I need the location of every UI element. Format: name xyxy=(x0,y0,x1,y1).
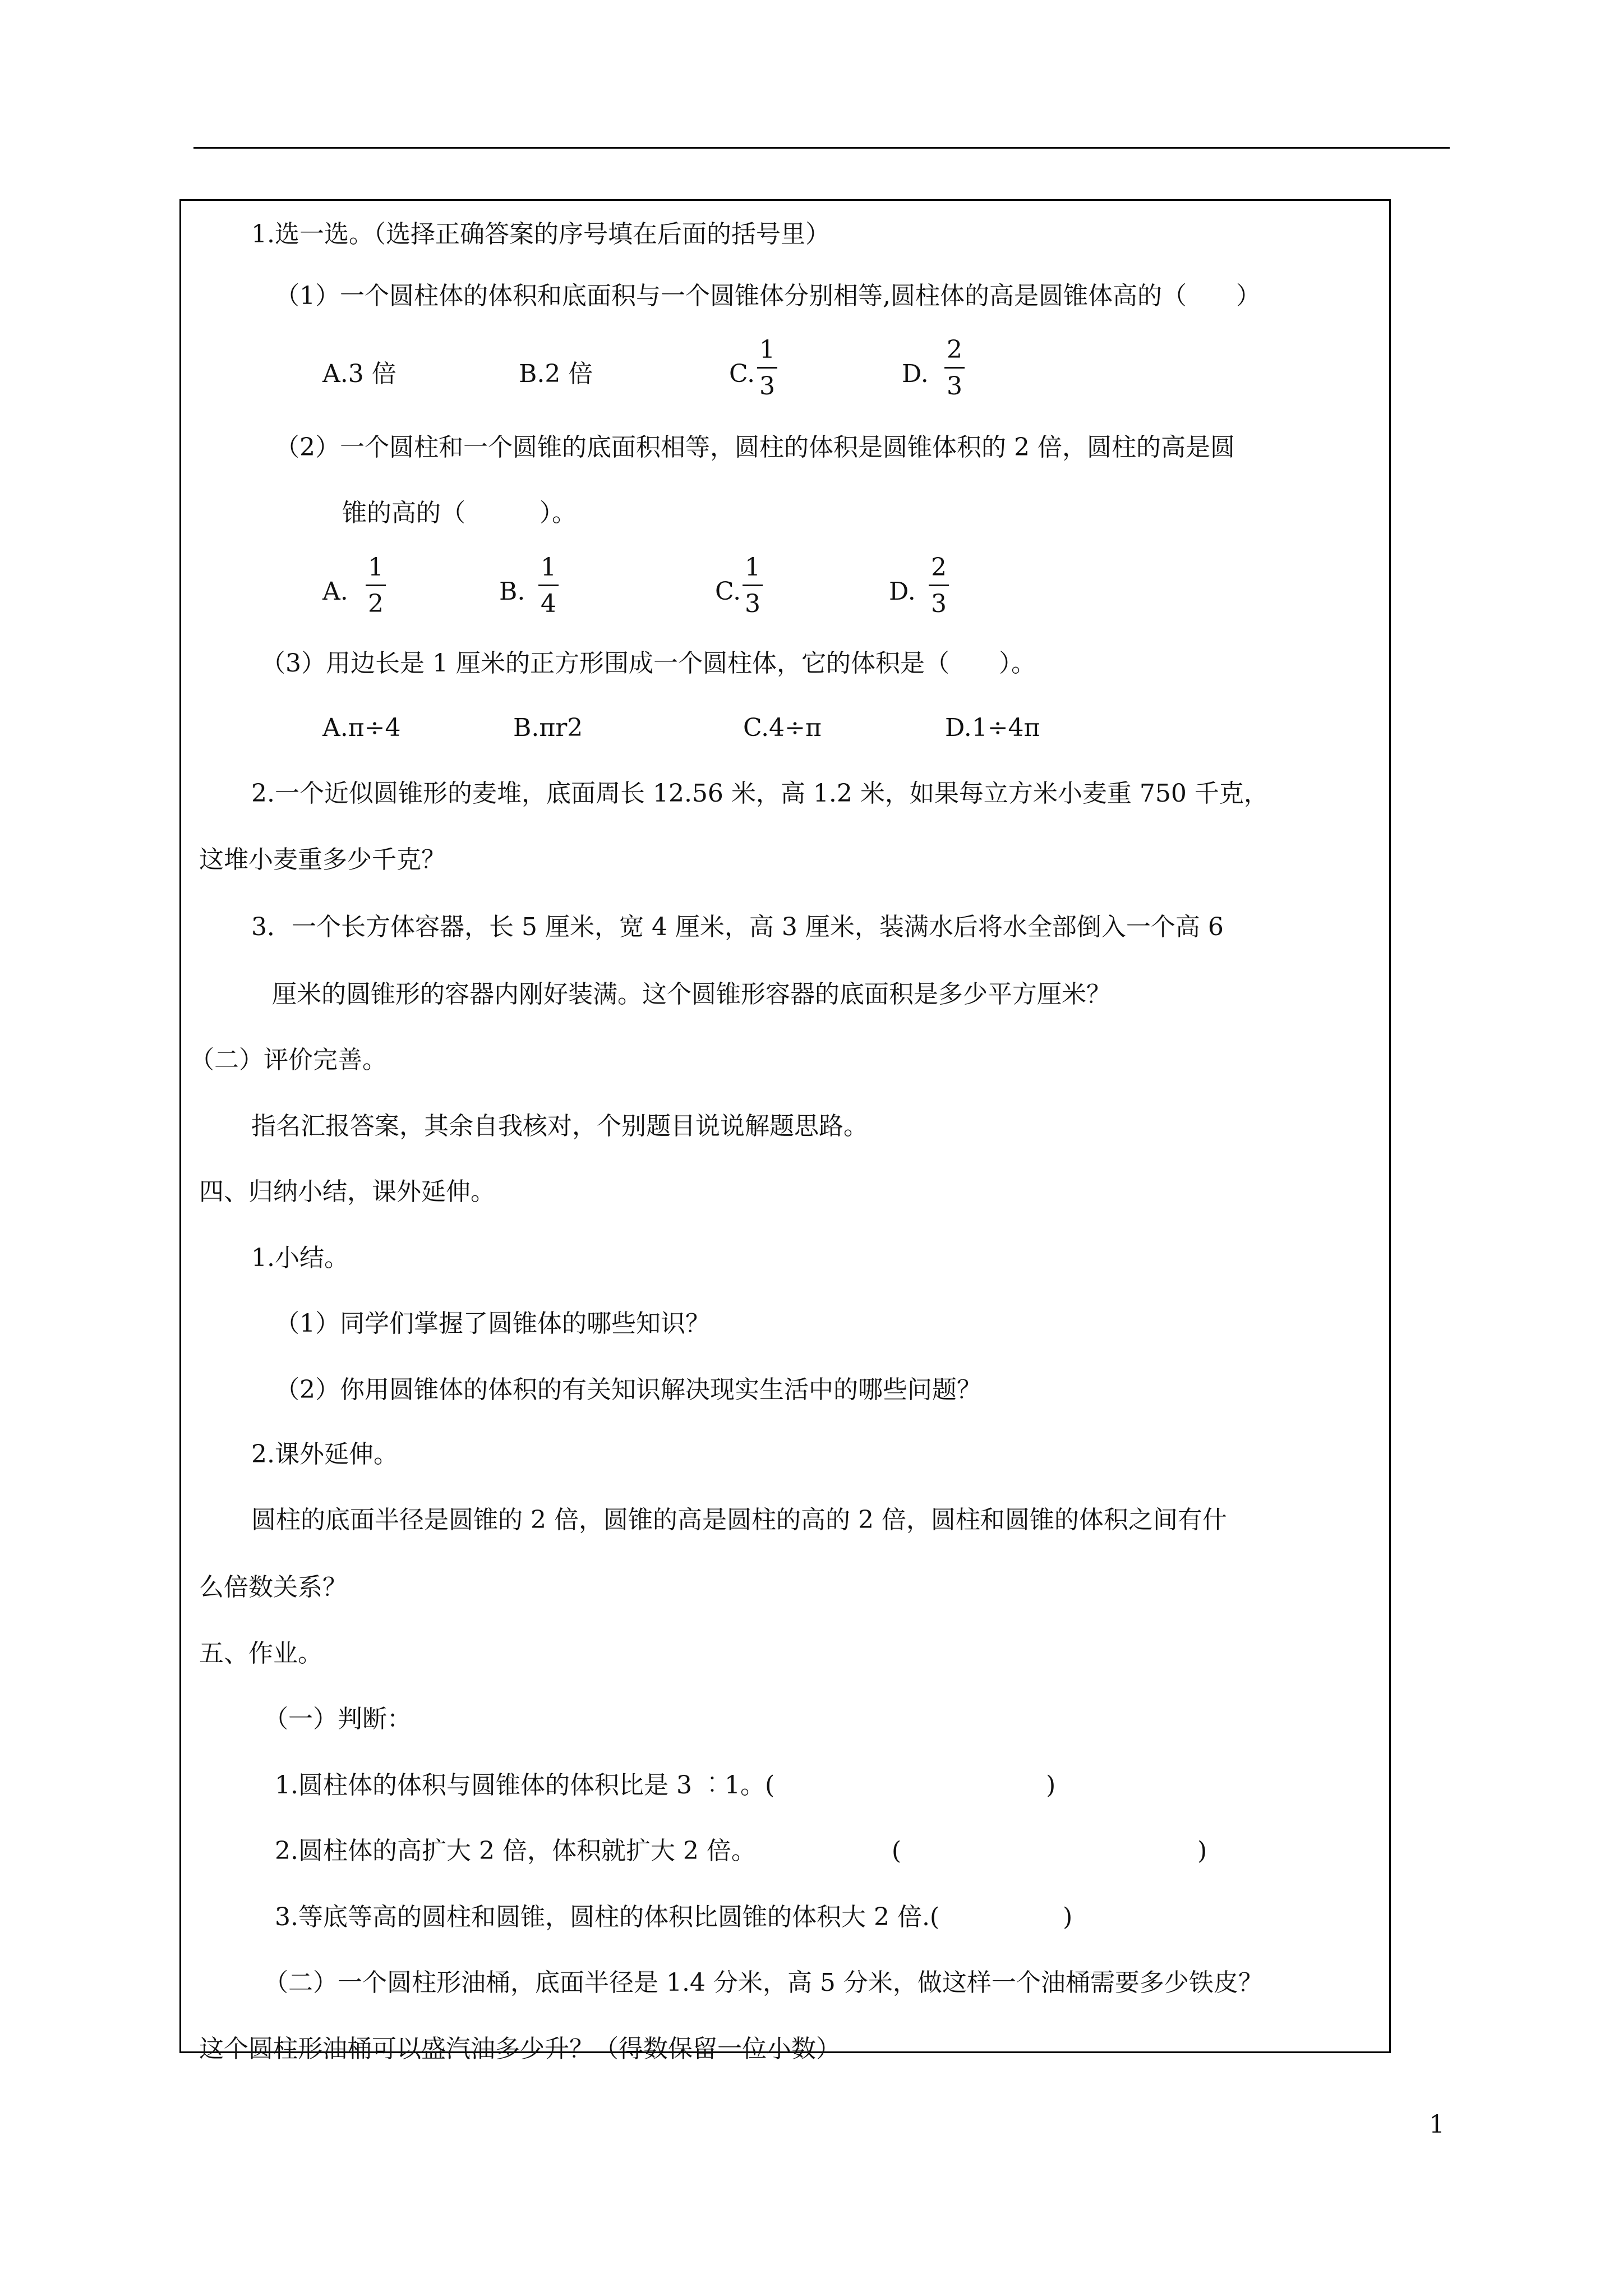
fraction-bar xyxy=(757,367,777,369)
q2-option-d: D. xyxy=(889,577,916,606)
fraction-denominator: 4 xyxy=(541,590,556,618)
fraction-denominator: 2 xyxy=(368,590,384,618)
evaluation-body: 指名汇报答案，其余自我核对，个别题目说说解题思路。 xyxy=(251,1112,868,1140)
q1-option-c-fraction xyxy=(755,335,780,401)
fraction-bar xyxy=(929,585,949,586)
homework-2-line-2: 这个圆柱形油桶可以盛汽油多少升？（得数保留一位小数） xyxy=(199,2035,841,2063)
q1-option-d: D. xyxy=(902,360,929,388)
extension-line-2: 么倍数关系？ xyxy=(199,1573,347,1602)
fraction-numerator: 1 xyxy=(368,553,384,582)
question-2-line-1: （2）一个圆柱和一个圆锥的底面积相等，圆柱的体积是圆锥体积的 2 倍，圆柱的高是圆 xyxy=(275,433,1235,462)
fraction-numerator: 2 xyxy=(931,553,947,582)
fraction-denominator: 3 xyxy=(931,590,947,618)
q2-option-b: B. xyxy=(499,577,525,606)
section-5-title: 五、作业。 xyxy=(199,1639,322,1668)
problem-2-line-1: 2.一个近似圆锥形的麦堆，底面周长 12.56 米，高 1.2 米，如果每立方米小麦重 750 千克， xyxy=(251,779,1269,808)
problem-3-line-1: 3．一个长方体容器，长 5 厘米，宽 4 厘米，高 3 厘米，装满水后将水全部倒入一个高 6 xyxy=(251,913,1224,941)
q3-option-d: D.1÷4π xyxy=(945,714,1040,742)
q2-option-a: A. xyxy=(322,577,348,606)
fraction-bar xyxy=(944,367,965,369)
q3-option-a: A.π÷4 xyxy=(322,714,401,742)
judgement-item-3: 3.等底等高的圆柱和圆锥，圆柱的体积比圆锥的体积大 2 倍.( ) xyxy=(275,1903,1073,1931)
fraction-numerator: 1 xyxy=(745,553,760,582)
problem-2-line-2: 这堆小麦重多少千克？ xyxy=(199,845,446,874)
header-rule xyxy=(193,147,1450,149)
extension-line-1: 圆柱的底面半径是圆锥的 2 倍，圆锥的高是圆柱的高的 2 倍，圆柱和圆锥的体积之间有什 xyxy=(251,1506,1227,1534)
question-3: （3）用边长是 1 厘米的正方形围成一个圆柱体，它的体积是（ ）。 xyxy=(261,649,1036,678)
q1-option-c: C. xyxy=(729,360,755,388)
summary-question-2: （2）你用圆锥体的体积的有关知识解决现实生活中的哪些问题？ xyxy=(275,1375,981,1404)
q2-option-c: C. xyxy=(715,577,741,606)
q1-option-d-fraction xyxy=(942,335,967,401)
summary-question-1: （1）同学们掌握了圆锥体的哪些知识？ xyxy=(275,1309,710,1338)
summary-title: 1.小结。 xyxy=(251,1244,349,1272)
q3-option-b: B.πr2 xyxy=(513,714,583,742)
fraction-numerator: 2 xyxy=(947,335,962,364)
section-4-title: 四、归纳小结，课外延伸。 xyxy=(199,1177,495,1206)
question-1: （1）一个圆柱体的体积和底面积与一个圆锥体分别相等,圆柱体的高是圆锥体高的（ ） xyxy=(275,282,1261,310)
q1-option-a: A.3 倍 xyxy=(322,360,396,388)
q2-option-b-fraction xyxy=(536,553,561,619)
q1-option-b: B.2 倍 xyxy=(519,360,593,388)
fraction-denominator: 3 xyxy=(947,372,962,401)
fraction-denominator: 3 xyxy=(745,590,760,618)
q2-option-a-fraction xyxy=(363,553,388,619)
fraction-numerator: 1 xyxy=(759,335,775,364)
fraction-bar xyxy=(743,585,763,586)
fraction-bar xyxy=(538,585,559,586)
extension-title: 2.课外延伸。 xyxy=(251,1440,398,1469)
section-choose-title: 1.选一选。（选择正确答案的序号填在后面的括号里） xyxy=(251,220,830,249)
page-number: 1 xyxy=(1429,2110,1445,2139)
fraction-denominator: 3 xyxy=(759,372,775,401)
q2-option-c-fraction xyxy=(740,553,765,619)
fraction-bar xyxy=(366,585,386,586)
judgement-item-1: 1.圆柱体的体积与圆锥体的体积比是 3 ︰1。( ) xyxy=(275,1771,1056,1800)
evaluation-title: （二）评价完善。 xyxy=(190,1046,387,1074)
q2-option-d-fraction xyxy=(926,553,951,619)
question-2-line-2: 锥的高的（ ）。 xyxy=(342,499,577,527)
judgement-item-2: 2.圆柱体的高扩大 2 倍，体积就扩大 2 倍。 ( ) xyxy=(275,1837,1207,1865)
q3-option-c: C.4÷π xyxy=(743,714,822,742)
homework-2-line-1: （二）一个圆柱形油桶，底面半径是 1.4 分米，高 5 分米，做这样一个油桶需要多少铁皮？ xyxy=(264,1968,1263,1997)
fraction-numerator: 1 xyxy=(541,553,556,582)
problem-3-line-2: 厘米的圆锥形的容器内刚好装满。这个圆锥形容器的底面积是多少平方厘米？ xyxy=(272,980,1111,1009)
judgement-title: （一）判断： xyxy=(264,1705,412,1733)
